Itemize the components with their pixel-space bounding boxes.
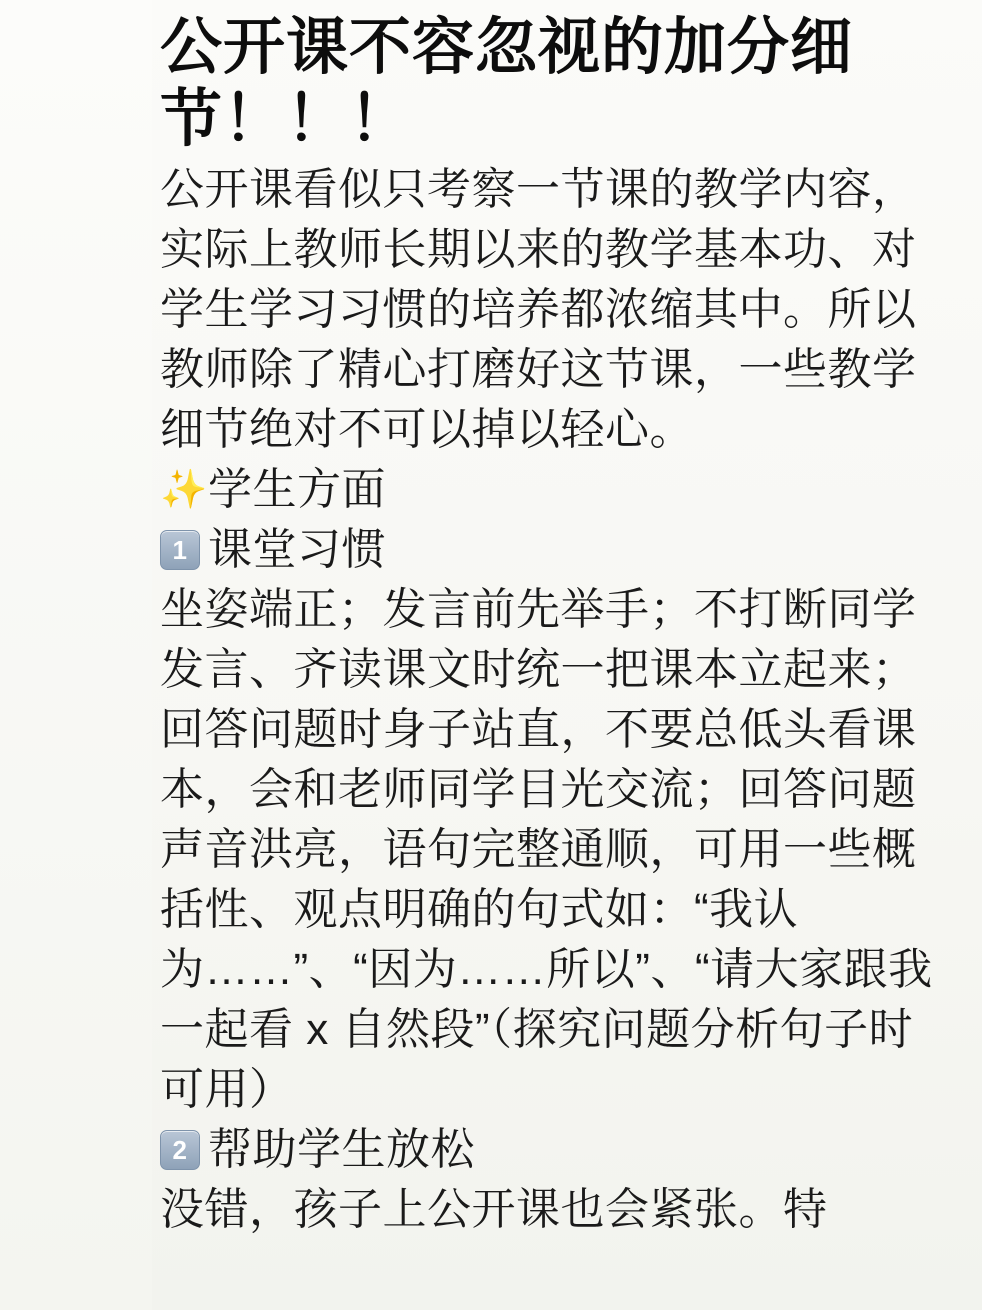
item-heading-2 [160, 1120, 942, 1180]
item-body-1: 坐姿端正；发言前先举手；不打断同学发言、齐读课文时统一把课本立起来；回答问题时身子站直，不要总低头看课本，会和老师同学目光交流；回答问题声音洪亮，语句完整通顺，可用一些概括性、观点明确的句式如：“我认为……”、“因为……所以”、“请大家跟我一起看 x 自然段”（探究问题分析句子时可用） [160, 585, 933, 1114]
page-title: 公开课不容忽视的加分细节！！！ [160, 13, 854, 154]
item-body-2: 没错，孩子上公开课也会紧张。特 [160, 1185, 828, 1234]
section-heading-label: 学生方面 [208, 465, 386, 514]
number-badge-1-icon: 1 [160, 530, 200, 570]
item-heading-1 [160, 520, 942, 580]
intro-paragraph: 公开课看似只考察一节课的教学内容，实际上教师长期以来的教学基本功、对学生学习习惯的培养都浓缩其中。所以教师除了精心打磨好这节课，一些教学细节绝对不可以掉以轻心。 [160, 165, 917, 454]
item-heading-1-label: 课堂习惯 [208, 525, 386, 574]
number-badge-2-icon: 2 [160, 1130, 200, 1170]
note-content [152, 0, 982, 1310]
page-left-margin [0, 0, 152, 1310]
sparkles-icon: ✨ [160, 469, 208, 511]
section-heading-students [160, 460, 942, 520]
item-heading-2-label: 帮助学生放松 [208, 1125, 475, 1174]
section-students [160, 460, 942, 1240]
